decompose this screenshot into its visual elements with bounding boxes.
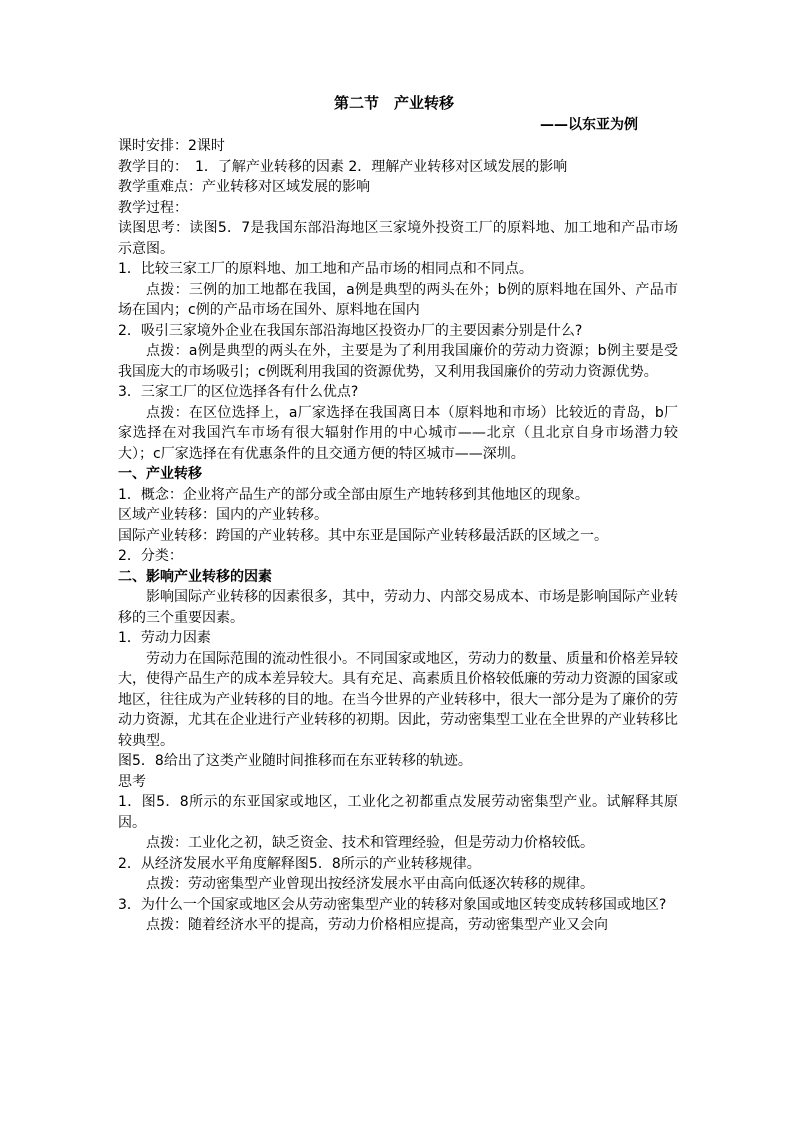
paragraph: 3．三家工厂的区位选择各有什么优点? [118,384,359,400]
paragraph: 图5．8给出了这类产业随时间推移而在东亚转移的轨迹。 [118,753,472,769]
paragraph: 点拨：劳动密集型产业曾现出按经济发展水平由高向低逐次转移的规律。 [146,876,594,892]
paragraph: 2．吸引三家境外企业在我国东部沿海地区投资办厂的主要因素分别是什么? [118,322,583,339]
document-body [118,136,678,936]
document-page [118,92,678,936]
paragraph: 教学重难点：产业转移对区域发展的影响 [118,179,370,195]
paragraph: 点拨：随着经济水平的提高，劳动力价格相应提高，劳动密集型产业又会向 [146,917,608,933]
paragraph: 1．比较三家工厂的原料地、加工地和产品市场的相同点和不同点。 [118,261,533,277]
paragraph: 劳动力在国际范围的流动性很小。不同国家或地区，劳动力的数量、质量和价格差异较大，使得产品生产的成本差异较大。具有充足、高素质且价格较低廉的劳动力资源的国家或地区，往往成为产业转移的目的地。在当今世界的产业转移中，很大一部分是为了廉价的劳动力资源，尤其在企业进行产业转移的初期。因此，劳动密集型工业在全世界的产业转移比较典型。 [118,650,678,749]
paragraph: 2．从经济发展水平角度解释图5．8所示的产业转移规律。 [118,855,481,872]
paragraph: 3．为什么一个国家或地区会从劳动密集型产业的转移对象国或地区转变成转移国或地区? [118,896,667,913]
paragraph: 读图思考：读图5．7是我国东部沿海地区三家境外投资工厂的原料地、加工地和产品市场示意图。 [118,220,678,257]
paragraph: 影响国际产业转移的因素很多，其中，劳动力、内部交易成本、市场是影响国际产业转移的三个重要因素。 [118,589,678,626]
page-subtitle: ——以东亚为例 [540,117,638,133]
paragraph: 教学过程： [118,199,188,216]
paragraph: 点拨：工业化之初，缺乏资金、技术和管理经验，但是劳动力价格较低。 [146,835,594,851]
page-title: 第二节 产业转移 [334,94,455,112]
paragraph: 点拨：三例的加工地都在我国，a例是典型的两头在外；b例的原料地在国外、产品市场在国内；c例的产品市场在国外、原料地在国内 [118,281,678,318]
paragraph: 国际产业转移：跨国的产业转移。其中东亚是国际产业转移最活跃的区域之一。 [118,527,608,544]
paragraph: 1．图5．8所示的东亚国家或地区，工业化之初都重点发展劳动密集型产业。试解释其原因。 [118,794,678,831]
paragraph: 区域产业转移：国内的产业转移。 [118,507,328,523]
section-heading: 一、产业转移 [118,466,202,482]
paragraph: 思考 [118,773,146,790]
paragraph: 教学目的： 1．了解产业转移的因素 2．理解产业转移对区域发展的影响 [118,158,568,175]
paragraph: 课时安排：2课时 [118,138,225,154]
paragraph: 2．分类： [118,548,183,564]
paragraph: 1．概念：企业将产品生产的部分或全部由原生产地转移到其他地区的现象。 [118,486,589,503]
paragraph: 点拨：a例是典型的两头在外，主要是为了利用我国廉价的劳动力资源；b例主要是受我国庞大的市场吸引；c例既利用我国的资源优势，又利用我国廉价的劳动力资源优势。 [118,343,678,380]
paragraph: 1．劳动力因素 [118,630,211,646]
paragraph: 点拨：在区位选择上，a厂家选择在我国离日本（原料地和市场）比较近的青岛，b厂家选择在对我国汽车市场有很大辐射作用的中心城市——北京（且北京自身市场潜力较大）；c厂家选择在有优惠条件的且交通方便的特区城市——深圳。 [118,404,678,462]
section-heading: 二、影响产业转移的因素 [118,568,272,585]
